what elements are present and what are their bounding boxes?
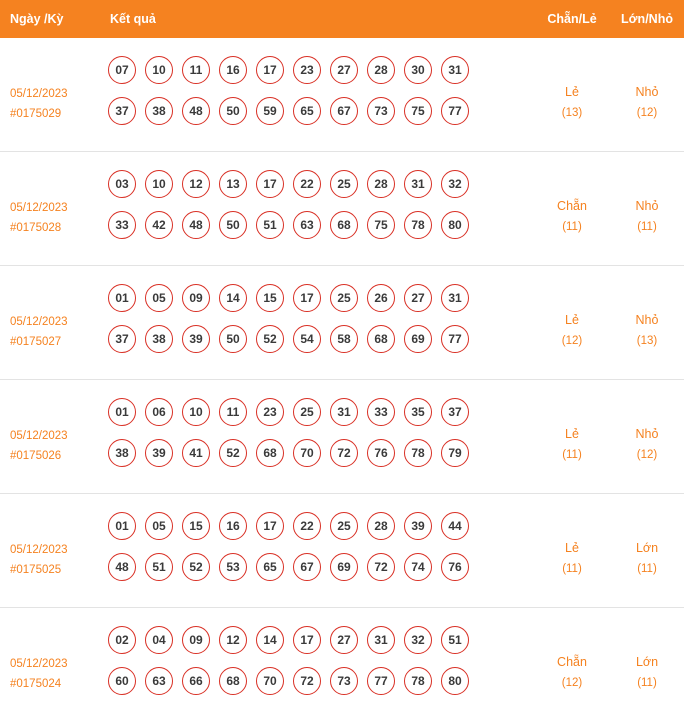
result-ball: 25 [330,170,358,198]
ball-row [108,325,534,353]
result-ball: 77 [441,325,469,353]
result-ball: 30 [404,56,432,84]
result-ball: 15 [256,284,284,312]
result-ball: 05 [145,284,173,312]
result-ball: 38 [145,97,173,125]
draw-date-cell [0,280,100,352]
result-ball: 72 [293,667,321,695]
odd-even-cell [534,622,610,694]
result-ball: 42 [145,211,173,239]
big-small-cell [610,52,684,124]
result-ball: 15 [182,512,210,540]
result-ball: 17 [293,626,321,654]
odd-even-label: Lẻ [565,313,579,327]
result-ball: 14 [256,626,284,654]
result-ball: 79 [441,439,469,467]
big-small-count: (11) [637,563,657,575]
result-numbers-cell [100,508,534,581]
result-ball: 78 [404,439,432,467]
ball-row [108,97,534,125]
result-ball: 73 [367,97,395,125]
result-ball: 51 [441,626,469,654]
result-ball: 70 [256,667,284,695]
result-ball: 39 [182,325,210,353]
ball-row [108,284,534,312]
table-header [0,0,684,38]
result-ball: 26 [367,284,395,312]
result-ball: 78 [404,667,432,695]
table-row[interactable] [0,608,684,722]
odd-even-cell [534,394,610,466]
odd-even-label: Chẵn [557,199,587,213]
result-ball: 01 [108,512,136,540]
result-ball: 07 [108,56,136,84]
odd-even-cell [534,52,610,124]
header-odd-even: Chẵn/Lẻ [547,12,597,26]
header-big-small: Lớn/Nhỏ [621,12,673,26]
result-ball: 63 [293,211,321,239]
result-ball: 52 [219,439,247,467]
result-ball: 09 [182,626,210,654]
result-ball: 38 [145,325,173,353]
odd-even-cell [534,280,610,352]
result-ball: 51 [256,211,284,239]
odd-even-count: (11) [562,449,582,461]
result-ball: 74 [404,553,432,581]
result-ball: 68 [330,211,358,239]
result-ball: 73 [330,667,358,695]
header-result: Kết quả [110,12,156,26]
table-row[interactable] [0,38,684,152]
result-numbers-cell [100,52,534,125]
result-ball: 78 [404,211,432,239]
draw-id: #0175029 [10,108,62,120]
result-ball: 01 [108,398,136,426]
result-ball: 66 [182,667,210,695]
result-ball: 67 [330,97,358,125]
big-small-label: Nhỏ [635,427,659,441]
result-ball: 75 [404,97,432,125]
result-ball: 12 [182,170,210,198]
result-ball: 31 [330,398,358,426]
ball-row [108,56,534,84]
result-ball: 28 [367,170,395,198]
result-ball: 52 [182,553,210,581]
ball-row [108,553,534,581]
big-small-cell [610,622,684,694]
draw-date: 05/12/2023 [10,658,68,670]
ball-row [108,667,534,695]
result-ball: 69 [404,325,432,353]
big-small-label: Lớn [635,655,659,669]
big-small-count: (13) [636,335,658,347]
result-ball: 32 [441,170,469,198]
draw-id: #0175027 [10,336,62,348]
result-ball: 50 [219,97,247,125]
result-numbers-cell [100,622,534,695]
big-small-label: Nhỏ [635,313,659,327]
result-ball: 05 [145,512,173,540]
result-ball: 03 [108,170,136,198]
big-small-count: (11) [637,221,657,233]
result-ball: 72 [330,439,358,467]
draw-id: #0175024 [10,678,62,690]
ball-row [108,626,534,654]
draw-date-cell [0,394,100,466]
result-ball: 80 [441,211,469,239]
result-numbers-cell [100,280,534,353]
draw-date-cell [0,508,100,580]
result-ball: 10 [145,56,173,84]
big-small-count: (11) [637,677,657,689]
result-ball: 69 [330,553,358,581]
odd-even-count: (13) [561,107,583,119]
result-ball: 39 [404,512,432,540]
result-ball: 51 [145,553,173,581]
result-ball: 11 [182,56,210,84]
odd-even-count: (12) [561,335,583,347]
draw-date: 05/12/2023 [10,88,68,100]
table-row[interactable] [0,494,684,608]
result-ball: 59 [256,97,284,125]
result-ball: 10 [182,398,210,426]
result-ball: 01 [108,284,136,312]
big-small-label: Nhỏ [635,199,659,213]
result-ball: 22 [293,170,321,198]
result-ball: 16 [219,56,247,84]
result-ball: 50 [219,325,247,353]
table-row[interactable] [0,266,684,380]
result-ball: 28 [367,56,395,84]
big-small-label: Nhỏ [635,85,659,99]
result-ball: 48 [182,97,210,125]
result-ball: 67 [293,553,321,581]
result-ball: 76 [441,553,469,581]
big-small-count: (12) [636,449,658,461]
result-ball: 48 [182,211,210,239]
result-ball: 35 [404,398,432,426]
ball-row [108,512,534,540]
draw-date-cell [0,622,100,694]
result-numbers-cell [100,166,534,239]
result-ball: 38 [108,439,136,467]
result-ball: 31 [441,56,469,84]
draw-id: #0175028 [10,222,62,234]
result-ball: 50 [219,211,247,239]
result-ball: 68 [219,667,247,695]
result-ball: 25 [330,512,358,540]
result-ball: 33 [367,398,395,426]
result-ball: 39 [145,439,173,467]
result-ball: 27 [404,284,432,312]
odd-even-count: (12) [561,677,583,689]
result-ball: 23 [256,398,284,426]
ball-row [108,398,534,426]
result-ball: 68 [367,325,395,353]
result-ball: 17 [256,56,284,84]
result-ball: 17 [293,284,321,312]
result-ball: 54 [293,325,321,353]
draw-date-cell [0,52,100,124]
result-ball: 13 [219,170,247,198]
result-ball: 10 [145,170,173,198]
result-ball: 77 [367,667,395,695]
draw-date: 05/12/2023 [10,430,68,442]
big-small-cell [610,508,684,580]
result-ball: 44 [441,512,469,540]
result-ball: 11 [219,398,247,426]
big-small-cell [610,280,684,352]
draw-date: 05/12/2023 [10,202,68,214]
result-ball: 65 [293,97,321,125]
header-date: Ngày /Kỳ [10,12,64,26]
result-ball: 31 [404,170,432,198]
result-ball: 17 [256,512,284,540]
result-ball: 09 [182,284,210,312]
result-ball: 12 [219,626,247,654]
result-ball: 41 [182,439,210,467]
odd-even-label: Lẻ [565,427,579,441]
odd-even-count: (11) [562,563,582,575]
result-ball: 31 [441,284,469,312]
result-ball: 70 [293,439,321,467]
odd-even-cell [534,166,610,238]
result-ball: 06 [145,398,173,426]
result-ball: 53 [219,553,247,581]
result-ball: 32 [404,626,432,654]
result-ball: 37 [441,398,469,426]
big-small-cell [610,166,684,238]
result-ball: 52 [256,325,284,353]
result-ball: 23 [293,56,321,84]
odd-even-label: Lẻ [565,541,579,555]
result-ball: 48 [108,553,136,581]
table-row[interactable] [0,152,684,266]
big-small-cell [610,394,684,466]
result-ball: 76 [367,439,395,467]
result-ball: 75 [367,211,395,239]
result-ball: 63 [145,667,173,695]
big-small-label: Lớn [635,541,659,555]
result-ball: 68 [256,439,284,467]
ball-row [108,170,534,198]
table-row[interactable] [0,380,684,494]
result-ball: 33 [108,211,136,239]
result-numbers-cell [100,394,534,467]
result-ball: 25 [330,284,358,312]
big-small-count: (12) [636,107,658,119]
result-ball: 80 [441,667,469,695]
result-ball: 16 [219,512,247,540]
draw-date: 05/12/2023 [10,544,68,556]
result-ball: 14 [219,284,247,312]
result-ball: 37 [108,97,136,125]
ball-row [108,439,534,467]
result-ball: 27 [330,626,358,654]
table-body [0,38,684,722]
result-ball: 72 [367,553,395,581]
draw-id: #0175026 [10,450,62,462]
result-ball: 27 [330,56,358,84]
result-ball: 60 [108,667,136,695]
result-ball: 37 [108,325,136,353]
result-ball: 17 [256,170,284,198]
odd-even-count: (11) [562,221,582,233]
result-ball: 65 [256,553,284,581]
result-ball: 58 [330,325,358,353]
odd-even-cell [534,508,610,580]
result-ball: 77 [441,97,469,125]
draw-date-cell [0,166,100,238]
odd-even-label: Lẻ [565,85,579,99]
result-ball: 28 [367,512,395,540]
result-ball: 04 [145,626,173,654]
draw-id: #0175025 [10,564,62,576]
result-ball: 22 [293,512,321,540]
result-ball: 02 [108,626,136,654]
draw-date: 05/12/2023 [10,316,68,328]
result-ball: 31 [367,626,395,654]
odd-even-label: Chẵn [557,655,587,669]
result-ball: 25 [293,398,321,426]
ball-row [108,211,534,239]
